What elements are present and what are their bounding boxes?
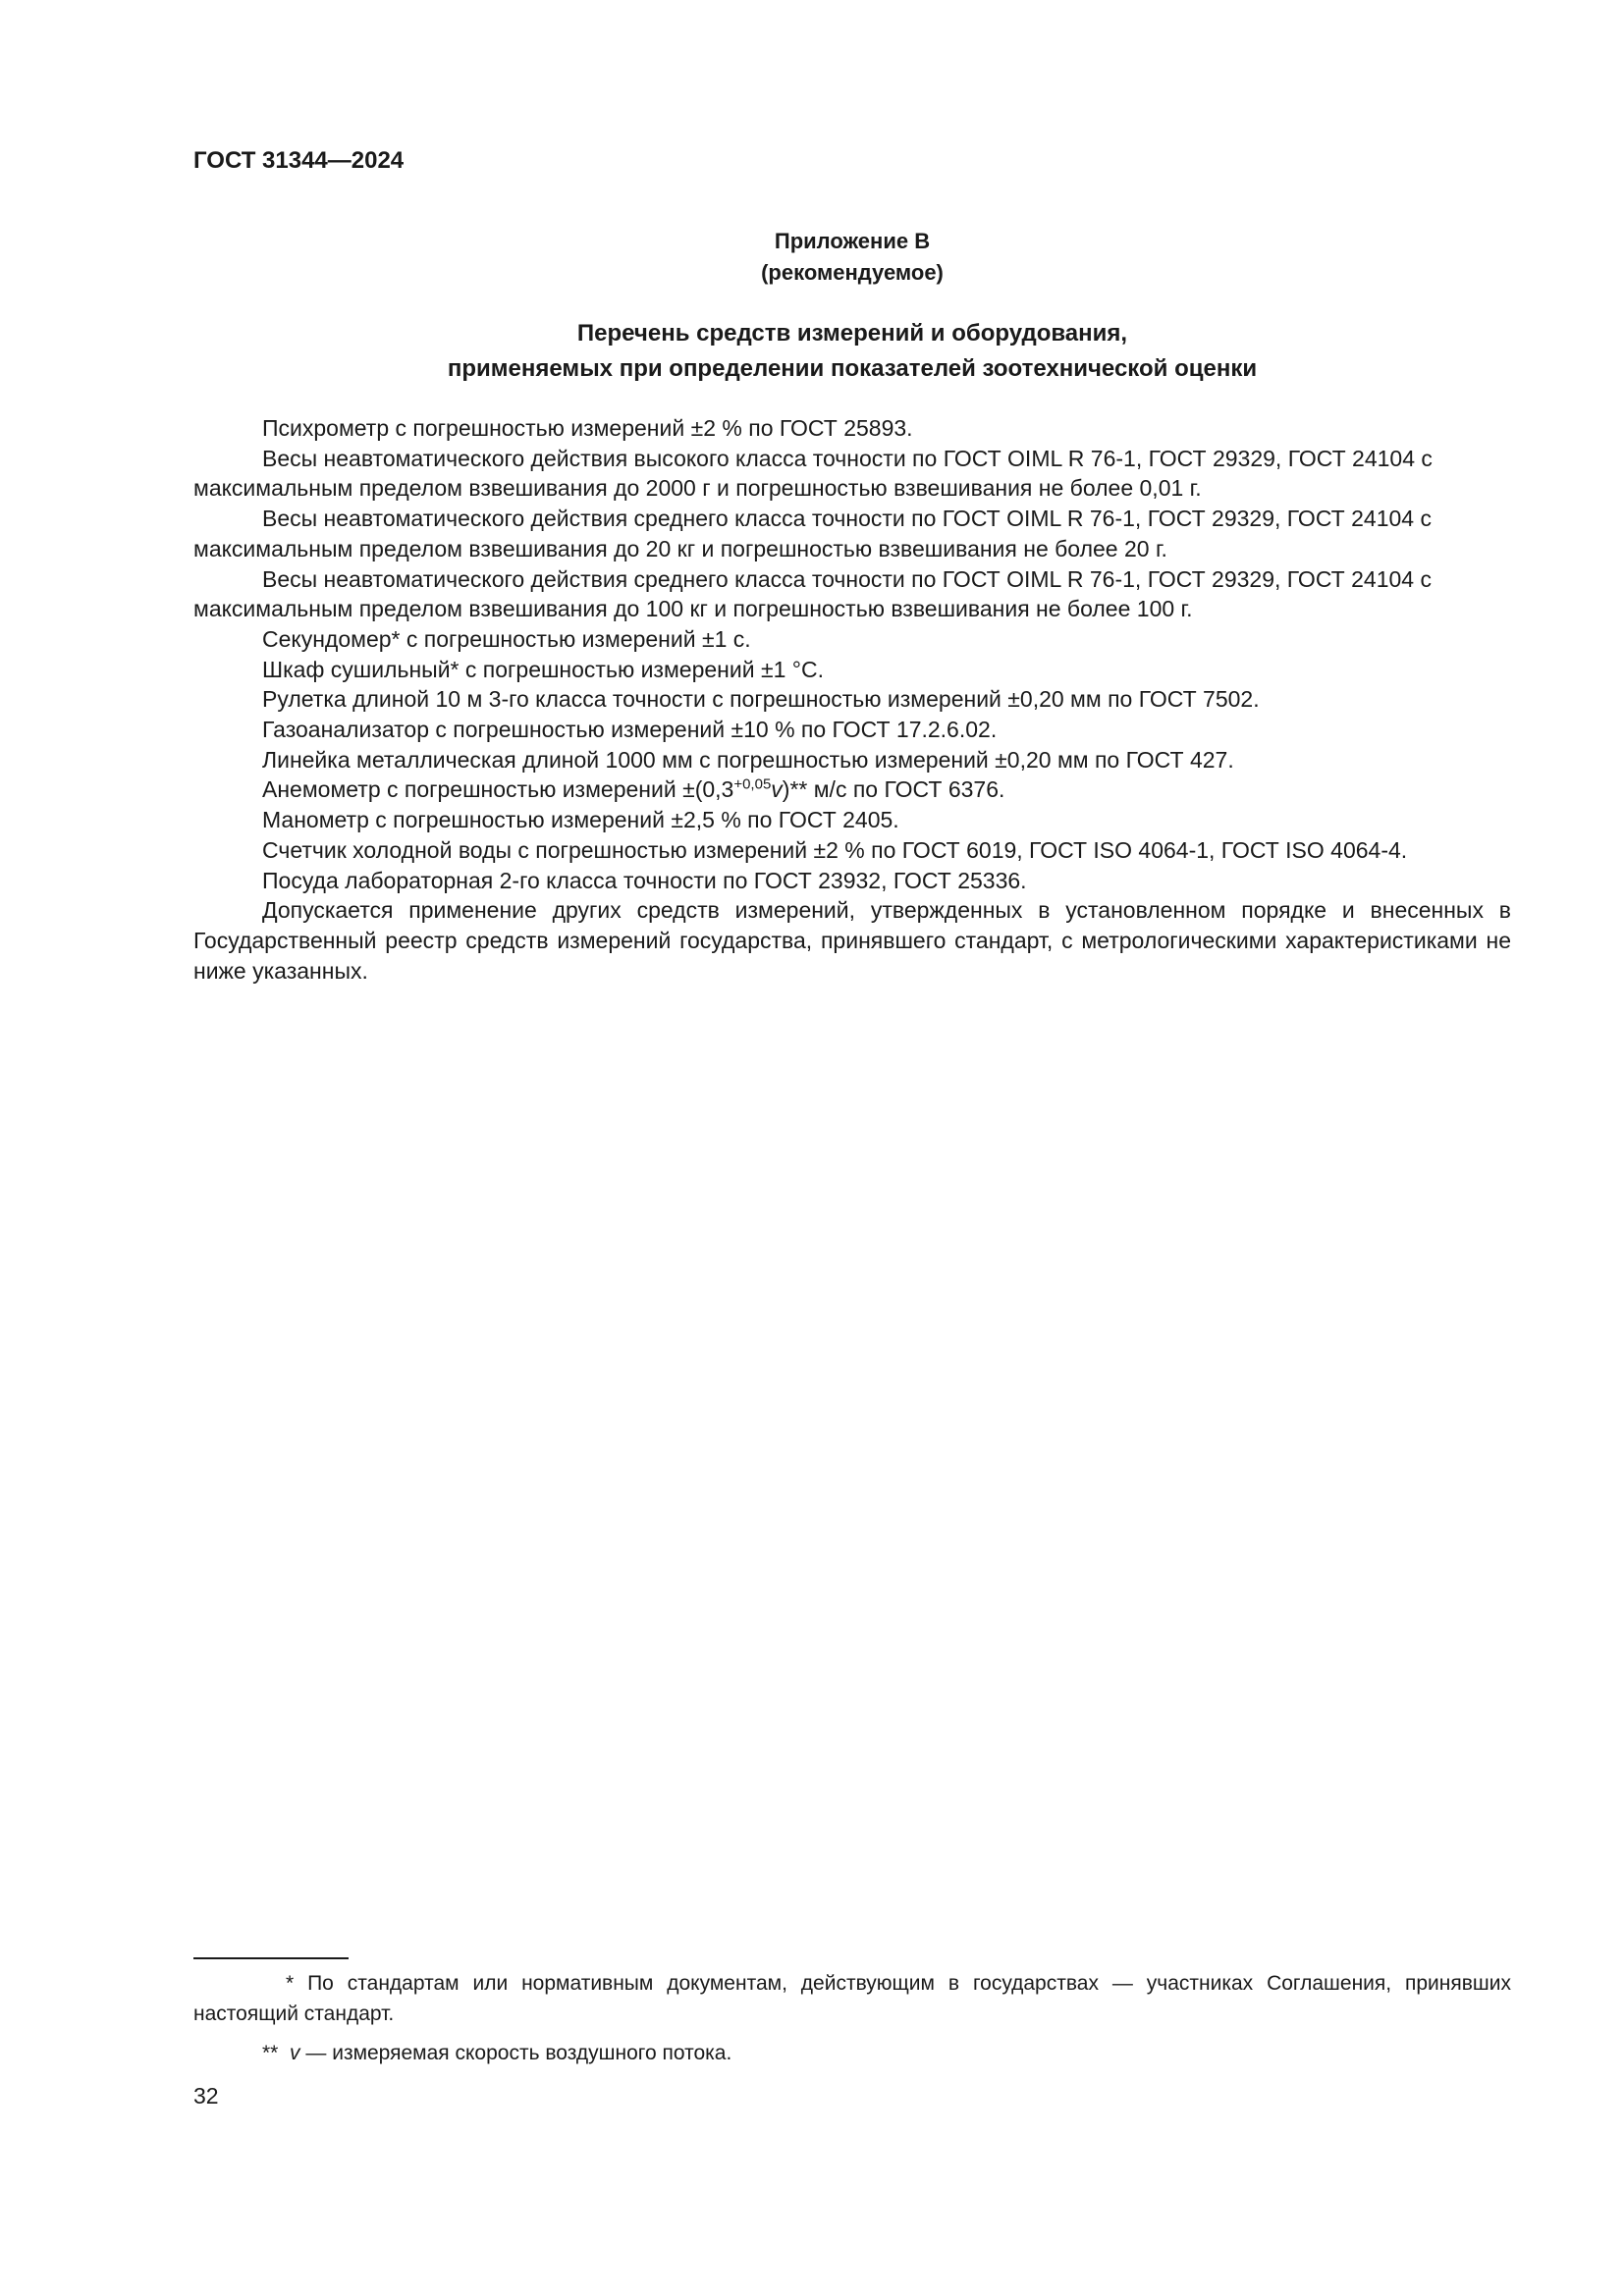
list-item: Рулетка длиной 10 м 3-го класса точности с погрешностью измерений ±0,20 мм по ГОСТ 7502.: [262, 686, 1260, 713]
list-item: Счетчик холодной воды с погрешностью измерений ±2 % по ГОСТ 6019, ГОСТ ISO 4064-1, ГОСТ ISO 4064-4.: [262, 836, 1408, 863]
anemometer-superscript: +0,05: [733, 775, 772, 793]
list-item: Весы неавтоматического действия высокого класса точности по ГОСТ OIML R 76-1, ГОСТ 29329, ГОСТ 24104 с максимальным пределом взвешивания до 2000 г и погрешностью взвешивания не более 0,01 г.: [193, 445, 1433, 502]
list-item: Манометр с погрешностью измерений ±2,5 % по ГОСТ 2405.: [262, 807, 899, 833]
footnote-2-text: — измеряемая скорость воздушного потока.: [305, 2042, 732, 2064]
list-item: Психрометр с погрешностью измерений ±2 % по ГОСТ 25893.: [262, 415, 913, 441]
list-item-anemometer: [193, 774, 1511, 805]
list-item: Весы неавтоматического действия среднего класса точности по ГОСТ OIML R 76-1, ГОСТ 29329, ГОСТ 24104 с максимальным пределом взвешивания до 100 кг и погрешностью взвешивания не более 100 г.: [193, 565, 1432, 622]
document-code: ГОСТ 31344—2024: [193, 147, 405, 174]
footnote-1: * По стандартам или нормативным документам, действующим в государствах — участниках Соглашения, принявших настоящий стандарт.: [193, 1972, 1511, 2025]
footnotes: [193, 1968, 1511, 2068]
annex-header: [193, 226, 1511, 289]
list-item: Секундомер* с погрешностью измерений ±1 с.: [262, 625, 751, 652]
anemometer-prefix: Анемометр с погрешностью измерений ±(0,3: [262, 776, 734, 803]
list-item: Линейка металлическая длиной 1000 мм с погрешностью измерений ±0,20 мм по ГОСТ 427.: [262, 746, 1234, 773]
annex-heading-line-1: Перечень средств измерений и оборудования,: [576, 320, 1128, 347]
list-item: Посуда лабораторная 2-го класса точности по ГОСТ 23932, ГОСТ 25336.: [262, 867, 1027, 893]
page-number: 32: [193, 2083, 219, 2109]
footnote-2-mark: **: [262, 2042, 279, 2064]
closing-paragraph: Допускается применение других средств измерений, утвержденных в установленном порядке и внесенных в Государственный реестр средств измерений государства, принявшего стандарт, с метрологическими характеристиками не ниже указанных.: [193, 897, 1511, 984]
annex-title: Приложение В: [774, 229, 931, 253]
footnote-2-variable: v: [290, 2042, 300, 2064]
anemometer-suffix: )** м/с по ГОСТ 6376.: [782, 776, 1005, 803]
footnote-2: [193, 2038, 1511, 2068]
annex-heading: [193, 316, 1511, 387]
annex-status: (рекомендуемое): [761, 260, 944, 285]
list-item: Газоанализатор с погрешностью измерений ±10 % по ГОСТ 17.2.6.02.: [262, 717, 998, 743]
anemometer-variable: v: [771, 776, 783, 803]
annex-heading-line-2: применяемых при определении показателей зоотехнической оценки: [447, 355, 1258, 382]
list-item: Весы неавтоматического действия среднего класса точности по ГОСТ OIML R 76-1, ГОСТ 29329, ГОСТ 24104 с максимальным пределом взвешивания до 20 кг и погрешностью взвешивания не более 20 г.: [193, 506, 1432, 561]
list-item: Шкаф сушильный* с погрешностью измерений ±1 °С.: [262, 656, 824, 682]
footnote-divider: [193, 1957, 349, 1959]
equipment-list: [193, 413, 1511, 986]
